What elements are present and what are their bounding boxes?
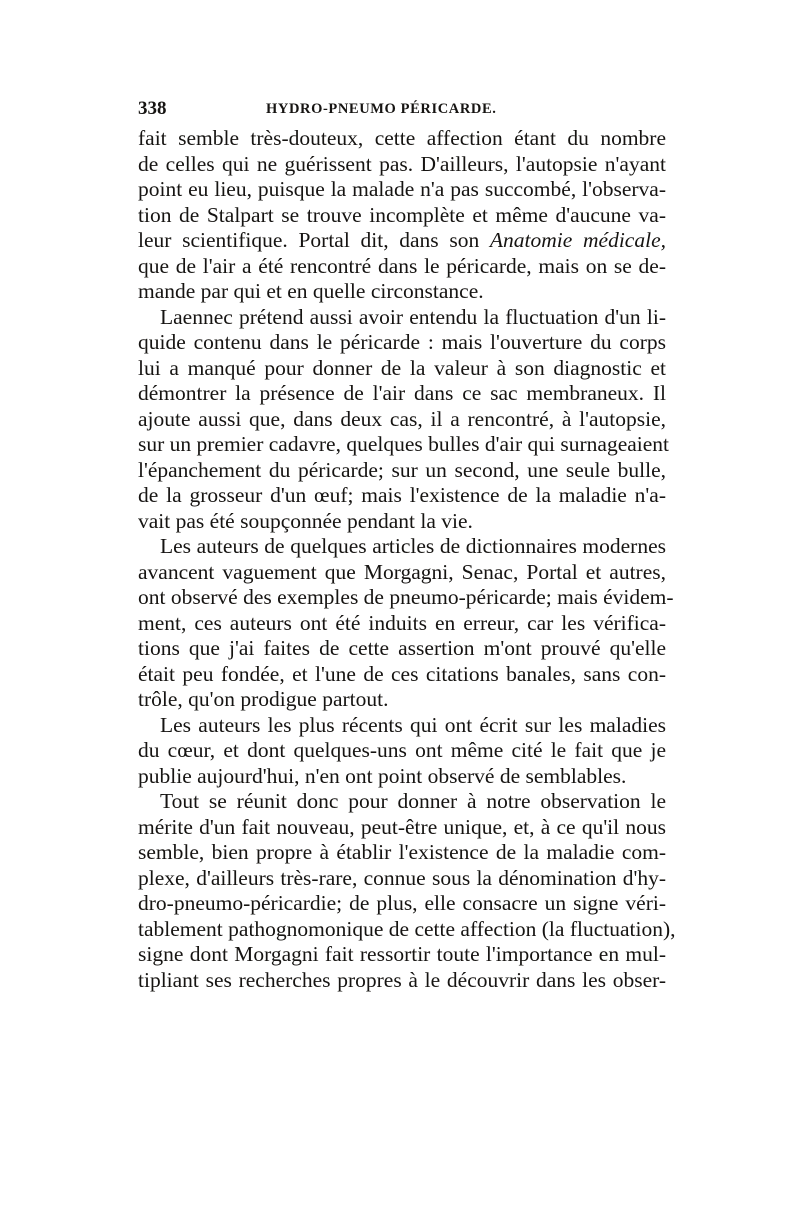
text-line: de celles qui ne guérissent pas. D'ailleurs, l'autopsie n'ayant [138, 151, 666, 176]
paragraph-4 [138, 713, 666, 790]
text-line: plexe, d'ailleurs très-rare, connue sous la dénomination d'hy- [138, 865, 666, 890]
text-line: tions que j'ai faites de cette assertion m'ont prouvé qu'elle [138, 636, 666, 660]
text-line: quide contenu dans le péricarde : mais l'ouverture du corps [138, 330, 666, 354]
paragraph-1 [138, 126, 666, 305]
text-line: vait pas été soupçonnée pendant la vie. [138, 508, 473, 533]
text-line: lui a manqué pour donner de la valeur à son diagnostic et [138, 355, 666, 380]
text-line: publie aujourd'hui, n'en ont point observé de semblables. [138, 763, 627, 788]
text-line: tablement pathognomonique de cette affection (la fluctuation), [138, 916, 676, 941]
text-line: démontrer la présence de l'air dans ce sac membraneux. Il [138, 381, 666, 405]
paragraph-3 [138, 534, 674, 713]
text-segment: leur scientifique. Portal dit, dans son [138, 228, 490, 252]
text-line: tipliant ses recherches propres à le découvrir dans les obser- [138, 967, 666, 992]
text-line: mérite d'un fait nouveau, peut-être unique, et, à ce qu'il nous [138, 814, 666, 839]
text-line: que de l'air a été rencontré dans le péricarde, mais on se de- [138, 253, 666, 278]
book-title: Anatomie médicale [489, 228, 661, 252]
text-line: point eu lieu, puisque la malade n'a pas succombé, l'observa- [138, 177, 666, 201]
text-line: trôle, qu'on prodigue partout. [138, 687, 389, 711]
text-line-with-title [138, 228, 666, 254]
text-line: du cœur, et dont quelques-uns ont même cité le fait que je [138, 738, 666, 762]
title-comma: , [660, 228, 666, 252]
text-line: l'épanchement du péricarde; sur un second, une seule bulle, [138, 457, 666, 482]
text-line: semble, bien propre à établir l'existence de la maladie com- [138, 840, 666, 864]
text-line: signe dont Morgagni fait ressortir toute l'importance en mul- [138, 942, 666, 966]
running-head [138, 98, 666, 126]
text-line: dro-pneumo-péricardie; de plus, elle consacre un signe véri- [138, 891, 666, 915]
text-line: fait semble très-douteux, cette affection étant du nombre [138, 126, 666, 150]
text-line: Les auteurs de quelques articles de dictionnaires modernes [160, 534, 666, 558]
text-line: tion de Stalpart se trouve incomplète et même d'aucune va- [138, 202, 666, 227]
text-line: Tout se réunit donc pour donner à notre observation le [160, 789, 666, 813]
text-line: ont observé des exemples de pneumo-péricarde; mais évidem- [138, 585, 674, 609]
text-line: ment, ces auteurs ont été induits en erreur, car les vérifica- [138, 610, 666, 635]
text-line: était peu fondée, et l'une de ces citations banales, sans con- [138, 661, 666, 686]
text-line: avancent vaguement que Morgagni, Senac, Portal et autres, [138, 559, 666, 584]
paragraph-5 [138, 789, 676, 993]
text-line: sur un premier cadavre, quelques bulles d'air qui surnageaient [138, 432, 670, 456]
page-number: 338 [138, 98, 167, 119]
text-line: de la grosseur d'un œuf; mais l'existence de la maladie n'a- [138, 483, 666, 507]
text-line: Laennec prétend aussi avoir entendu la fluctuation d'un li- [160, 304, 666, 329]
running-title: HYDRO-PNEUMO PÉRICARDE. [266, 101, 497, 117]
text-line: ajoute aussi que, dans deux cas, il a rencontré, à l'autopsie, [138, 406, 666, 431]
text-line: Les auteurs les plus récents qui ont écrit sur les maladies [160, 712, 666, 737]
paragraph-2 [138, 304, 670, 535]
book-page [138, 98, 676, 993]
text-line: mande par qui et en quelle circonstance. [138, 279, 484, 303]
